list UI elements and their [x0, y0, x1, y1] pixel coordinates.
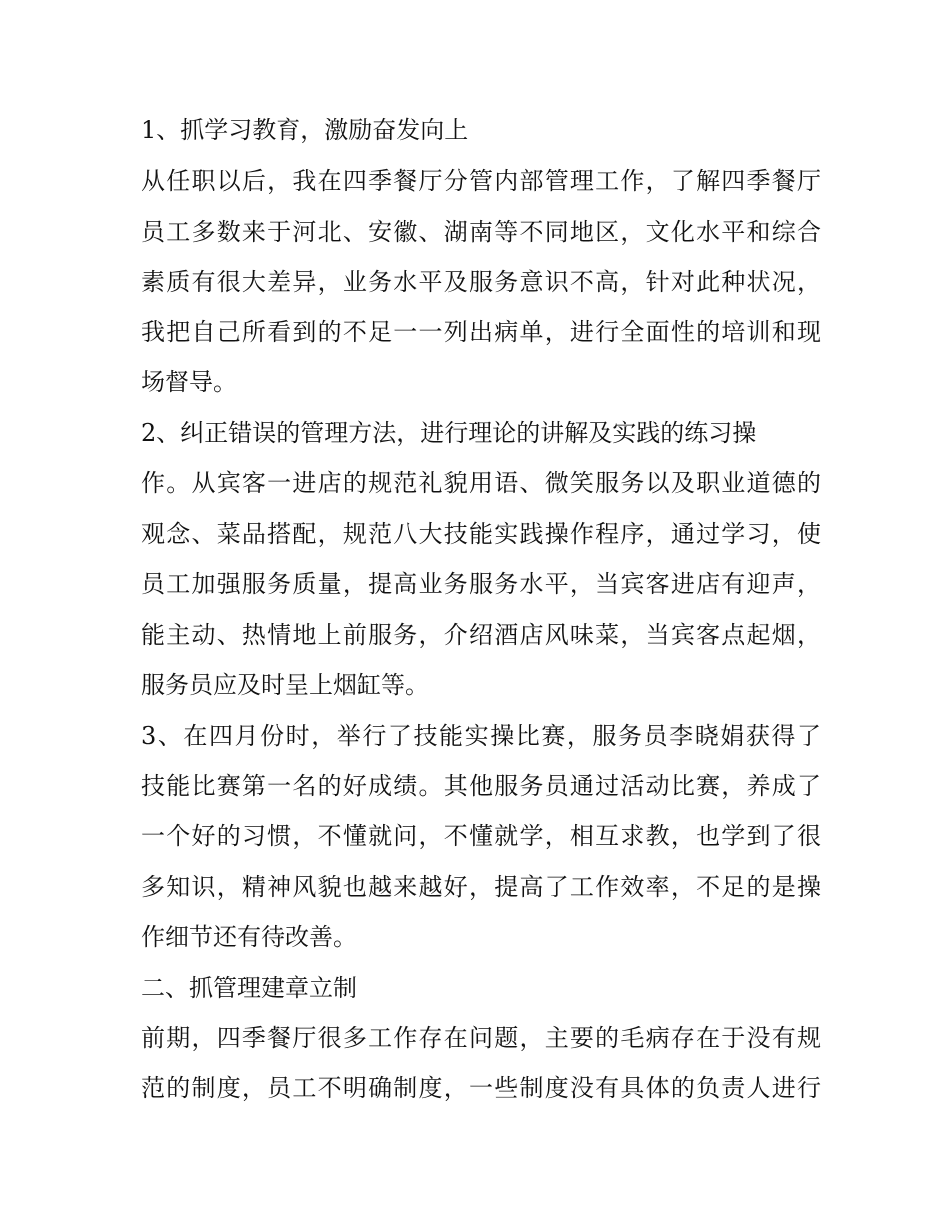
text-line-9: 观念、菜品搭配，规范八大技能实践操作程序，通过学习，使	[141, 520, 821, 548]
text-line-15: 一个好的习惯，不懂就问，不懂就学，相互求教，也学到了很	[141, 822, 821, 850]
text-line-11: 能主动、热情地上前服务，介绍酒店风味菜，当宾客点起烟，	[141, 621, 821, 649]
text-line-10: 员工加强服务质量，提高业务服务水平，当宾客进店有迎声，	[141, 570, 821, 598]
text-line-8: 作。从宾客一进店的规范礼貌用语、微笑服务以及职业道德的	[141, 469, 821, 497]
text-line-14: 技能比赛第一名的好成绩。其他服务员通过活动比赛，养成了	[141, 772, 821, 800]
section-heading: 二、抓管理建章立制	[141, 974, 357, 1002]
text-line-3: 员工多数来于河北、安徽、湖南等不同地区，文化水平和综合	[141, 218, 821, 246]
text-line-13: 3、在四月份时，举行了技能实操比赛，服务员李晓娟获得了	[141, 722, 821, 750]
text-line-5: 我把自己所看到的不足一一列出病单，进行全面性的培训和现	[141, 318, 821, 346]
text-line-1: 1、抓学习教育，激励奋发向上	[141, 116, 469, 144]
text-line-2: 从任职以后，我在四季餐厅分管内部管理工作，了解四季餐厅	[141, 167, 821, 195]
text-line-17: 作细节还有待改善。	[141, 923, 357, 951]
text-line-7: 2、纠正错误的管理方法，进行理论的讲解及实践的练习操	[141, 419, 757, 447]
text-line-4: 素质有很大差异，业务水平及服务意识不高，针对此种状况，	[141, 268, 821, 296]
text-line-20: 范的制度，员工不明确制度，一些制度没有具体的负责人进行	[141, 1074, 821, 1102]
text-line-19: 前期，四季餐厅很多工作存在问题，主要的毛病存在于没有规	[141, 1024, 821, 1052]
text-line-16: 多知识，精神风貌也越来越好，提高了工作效率，不足的是操	[141, 873, 821, 901]
text-line-12: 服务员应及时呈上烟缸等。	[141, 671, 429, 699]
text-line-6: 场督导。	[141, 368, 237, 396]
